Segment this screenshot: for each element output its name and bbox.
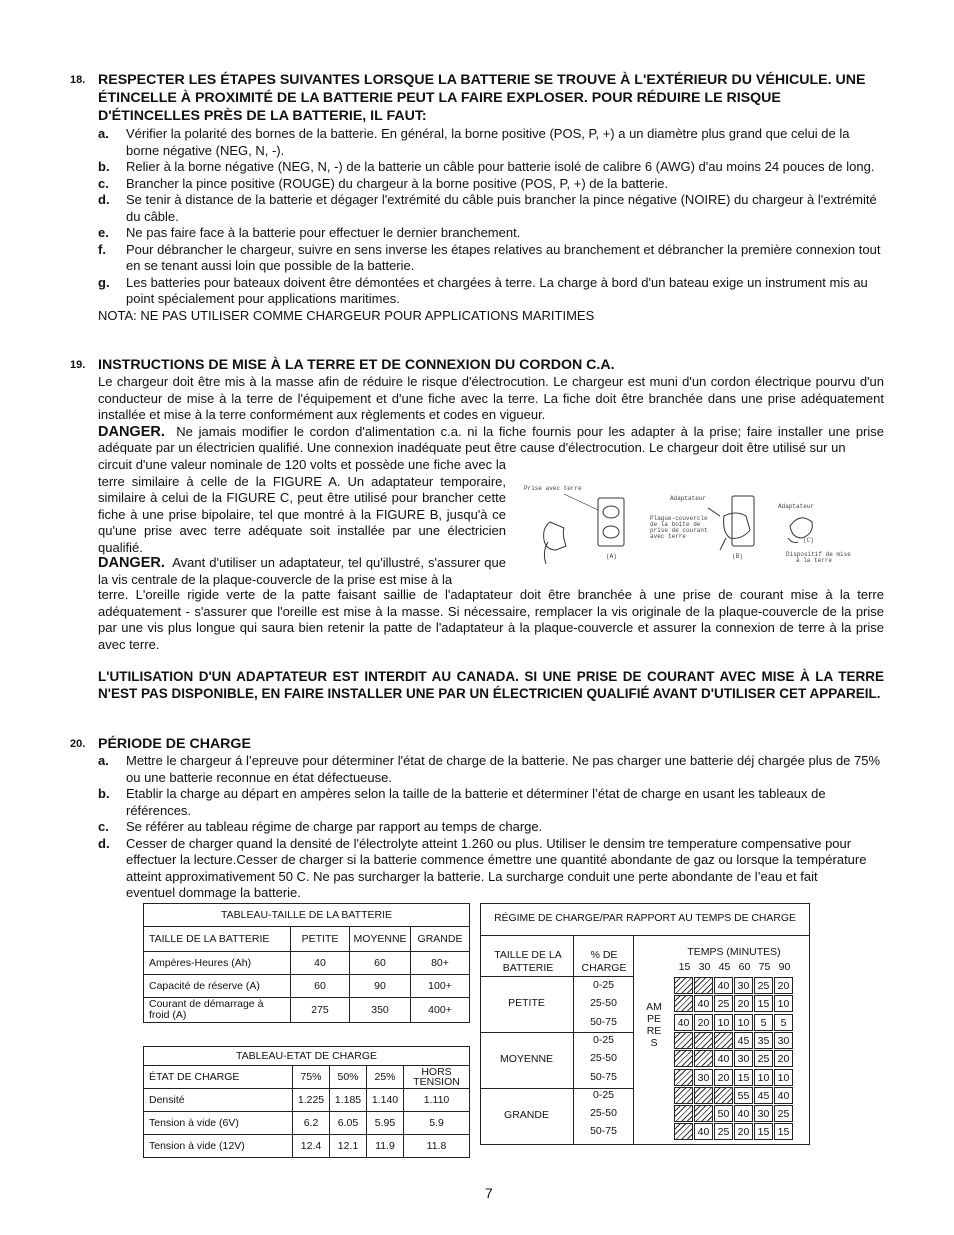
charge-percent: 25-50 [590, 997, 617, 1010]
ampere-value: 40 [714, 1050, 733, 1067]
ampere-value: 30 [774, 1032, 793, 1049]
ampere-value: 45 [754, 1087, 773, 1104]
list-item: a. Vérifier la polarité des bornes de la batterie. En général, la borne positive (POS, P, +) a un diamètre plus grand que celui de la borne négative (NEG, N, -). [98, 126, 850, 158]
header-time-minutes: TEMPS (MINUTES) [687, 946, 781, 958]
ampere-value: 30 [734, 977, 753, 994]
ampere-value: 15 [754, 1123, 773, 1140]
charge-percent: 50-75 [590, 1015, 617, 1028]
section-20-list [70, 753, 884, 902]
minutes-header: 60 [738, 961, 751, 973]
minutes-header: 75 [758, 961, 771, 973]
hatched-cell [674, 1105, 693, 1122]
section-18 [70, 71, 884, 324]
list-item: b. Etablir la charge au départ en ampères selon la taille de la batterie et déterminer l’état de charge en usant les tableaux de références. [98, 786, 826, 818]
section-number: 20. [70, 738, 86, 750]
svg-text:prise de courant: prise de courant [650, 527, 708, 534]
ampere-value: 40 [674, 1014, 693, 1031]
battery-size-label: MOYENNE [499, 1053, 554, 1065]
figure-label-adaptateur: Adaptateur [670, 495, 707, 502]
nota: NOTA: NE PAS UTILISER COMME CHARGEUR POUR APPLICATIONS MARITIMES [98, 307, 595, 323]
hatched-cell [694, 1105, 713, 1122]
ampere-value: 20 [734, 995, 753, 1012]
charge-percent: 25-50 [590, 1052, 617, 1065]
plug-figure [520, 482, 884, 574]
hatched-cell [714, 1087, 733, 1104]
ampere-value: 5 [754, 1014, 773, 1031]
list-item: d. Cesser de charger quand la densité de l'électrolyte atteint 1.260 ou plus. Utiliser le densim tre temperature compensative pour effectuer la lecture.Cesser de charger si la batterie commence émettre une quantité abondante de gaz ou lorsque la température atteint approximativement 50 C. Ne pas surcharger la batterie. La surcharge conduit une perte abondante de l’eau et fait eventuel dommage la batterie. [98, 835, 867, 900]
ampere-value: 40 [714, 977, 733, 994]
section-title: RESPECTER LES ÉTAPES SUIVANTES LORSQUE LA BATTERIE SE TROUVE À L'EXTÉRIEUR DU VÉHICULE. UNE ÉTINCELLE À PROXIMITÉ DE LA BATTERIE PEUT LA FAIRE EXPLOSER. POUR RÉDUIRE LE RISQUE D'ÉTINCELLES PRÈS DE LA BATTERIE, IL FAUT: [98, 72, 866, 124]
table-caption: TABLEAU-ETAT DE CHARGE [144, 1047, 470, 1066]
hatched-cell [674, 1087, 693, 1104]
ampere-value: 40 [694, 995, 713, 1012]
section-title: INSTRUCTIONS DE MISE À LA TERRE ET DE CONNEXION DU CORDON C.A. [98, 357, 615, 373]
section-18-list [70, 126, 884, 308]
ampere-value: 45 [734, 1032, 753, 1049]
table-header-row: TAILLE DE LA BATTERIE PETITE MOYENNE GRANDE [144, 927, 470, 952]
figure-label-adaptateur-c: Adaptateur [778, 503, 815, 510]
svg-text:à la terre: à la terre [796, 557, 833, 564]
list-item: b. Relier à la borne négative (NEG, N, -) de la batterie un câble pour batterie isolé de calibre 6 (AWG) d'au moins 24 pouces de long. [98, 159, 875, 174]
table-charge-state [143, 1046, 470, 1158]
ampere-value: 10 [774, 995, 793, 1012]
ampere-value: 20 [714, 1069, 733, 1086]
svg-text:avec terre: avec terre [650, 533, 687, 540]
figure-label-c: (C) [803, 537, 814, 544]
minutes-header: 90 [778, 961, 791, 973]
paragraph: Le chargeur doit être mis à la masse afin de réduire le risque d'électrocution. Le chargeur est muni d'un cordon électrique pourvu d'un conducteur de mise à la terre de l'équipement et d'une fiche avec la terre. La fiche doit être branchée dans une prise adéquatement installée et mise à la terre conformément aux règlements et codes en vigueur. [98, 374, 884, 422]
ampere-value: 15 [774, 1123, 793, 1140]
canada-warning: L'UTILISATION D'UN ADAPTATEUR EST INTERDIT AU CANADA. SI UNE PRISE DE COURANT AVEC MISE À LA TERRE N'EST PAS DISPONIBLE, EN FAIRE INSTALLER UNE PAR UN ÉLECTRICIEN QUALIFIÉ AVANT D'UTILISER CET APPAREIL. [98, 669, 884, 701]
table-caption: RÉGIME DE CHARGE/PAR RAPPORT AU TEMPS DE CHARGE [494, 913, 796, 924]
hatched-cell [674, 1032, 693, 1049]
ampere-value: 10 [774, 1069, 793, 1086]
table-row: Tension à vide (12V) 12.4 12.1 11.9 11.8 [144, 1135, 470, 1158]
figure-label-b: (B) [732, 553, 743, 560]
ampere-value: 20 [694, 1014, 713, 1031]
adapter-b-icon [724, 513, 750, 538]
paragraph-danger: DANGER. Ne jamais modifier le cordon d'alimentation c.a. ni la fiche fournis pour les adapter à la prise; faire installer une prise adéquate par un électricien qualifié. Une connexion inadéquate peut être cause d'électrocution. Le chargeur doit être utilisé sur un [98, 423, 884, 455]
adapter-c-icon [790, 518, 812, 538]
figure-label-a: (A) [606, 553, 617, 560]
ampere-value: 30 [694, 1069, 713, 1086]
paragraph: terre. L'oreille rigide verte de la patte faisant saillie de l'adaptateur doit être branchée à une prise de courant mise à la terre adéquatement - s'assurer que l'oreille est mise à la masse. Si nécessaire, remplacer la vis originale de la plaque-couvercle de la prise par une vis plus longue qui saura bien retenir la patte de l'adaptateur à la plaque-couvercle et assurer la connexion de terre à la prise avec terre. [98, 587, 884, 652]
ampere-value: 25 [774, 1105, 793, 1122]
ampere-value: 20 [774, 1050, 793, 1067]
charge-percent: 0-25 [592, 1088, 614, 1101]
ampere-value: 40 [734, 1105, 753, 1122]
charge-percent: 0-25 [592, 1033, 614, 1046]
section-number: 19. [70, 359, 86, 371]
outlet-a-icon [598, 498, 624, 546]
battery-size-label: PETITE [508, 997, 545, 1009]
hatched-cell [714, 1032, 733, 1049]
section-title: PÉRIODE DE CHARGE [98, 736, 251, 752]
section-20 [70, 735, 884, 902]
list-item: g. Les batteries pour bateaux doivent être démontées et chargées à terre. La charge à bord d'un bateau exige un instrument mis au point spécialement pour applications maritimes. [98, 274, 868, 306]
table-row: Capacité de réserve (A) 60 90 100+ [144, 975, 470, 998]
charge-percent: 50-75 [590, 1070, 617, 1083]
table-row: Courant de démarrage à froid (A) 275 350 400+ [144, 998, 470, 1023]
danger-label: DANGER. [98, 423, 165, 440]
table-header-row: ÉTAT DE CHARGE 75% 50% 25% HORS TENSION [144, 1066, 470, 1089]
list-item: c. Se référer au tableau régime de charge par rapport au temps de charge. [98, 819, 543, 834]
page-number: 7 [485, 1185, 493, 1201]
hatched-cell [674, 1123, 693, 1140]
plug-a-icon [544, 522, 566, 550]
list-item: c. Brancher la pince positive (ROUGE) du chargeur à la borne positive (POS, P, +) de la batterie. [98, 175, 669, 191]
list-item: d. Se tenir à distance de la batterie et dégager l'extrémité du câble puis brancher la pince négative (NOIRE) du chargeur à l'extrémité du câble. [98, 192, 877, 224]
hatched-cell [674, 977, 693, 994]
amperes-vertical-label: AMPERES [646, 1001, 662, 1049]
hatched-cell [674, 1050, 693, 1067]
table-battery-size [143, 903, 470, 1023]
section-number: 18. [70, 74, 86, 86]
list-item: a. Mettre le chargeur á l’epreuve pour déterminer l'état de charge de la batterie. Ne pas charger une batterie déj chargée plus de 75% ou une batterie reconnue en état défectueuse. [98, 753, 881, 785]
section-19 [70, 356, 884, 457]
table-row: Ampères-Heures (Ah) 40 60 80+ [144, 952, 470, 975]
ampere-value: 25 [754, 977, 773, 994]
hatched-cell [694, 977, 713, 994]
ampere-value: 20 [774, 977, 793, 994]
battery-size-label: GRANDE [504, 1109, 549, 1121]
list-item: e. Ne pas faire face à la batterie pour effectuer le dernier branchement. [98, 225, 521, 240]
figure-label-plaque: Plaque-couvercle [650, 515, 708, 522]
ampere-value: 25 [714, 1123, 733, 1140]
paragraph-danger-2: DANGER. Avant d'utiliser un adaptateur, tel qu'illustré, s'assurer que la vis centrale de la plaque-couvercle de la prise est mise à la [98, 555, 506, 587]
ampere-value: 30 [754, 1105, 773, 1122]
table-row: Densité 1.225 1.185 1.140 1.110 [144, 1089, 470, 1112]
ampere-value: 40 [694, 1123, 713, 1140]
hatched-cell [694, 1050, 713, 1067]
ampere-value: 10 [714, 1014, 733, 1031]
ampere-value: 15 [754, 995, 773, 1012]
ampere-value: 25 [754, 1050, 773, 1067]
figure-label-dispositif: Dispositif de mise [786, 551, 851, 558]
table-row: Tension à vide (6V) 6.2 6.05 5.95 5.9 [144, 1112, 470, 1135]
header-charge-percent: % DE CHARGE [581, 949, 627, 974]
minutes-header: 15 [678, 961, 691, 973]
table-caption: TABLEAU-TAILLE DE LA BATTERIE [144, 904, 470, 927]
charge-percent: 0-25 [592, 979, 614, 991]
figure-label-prise: Prise avec terre [524, 485, 582, 492]
hatched-cell [694, 1087, 713, 1104]
ampere-value: 10 [754, 1069, 773, 1086]
ampere-value: 55 [734, 1087, 753, 1104]
ampere-value: 40 [774, 1087, 793, 1104]
ampere-value: 50 [714, 1105, 733, 1122]
paragraph-figure-wrap: circuit d'une valeur nominale de 120 volts et possède une fiche avec la terre similaire à celle de la FIGURE A. Un adaptateur temporaire, similaire à celui de la FIGURE C, peut être utilisé pour brancher cette fiche à une prise bipolaire, tel que montré à la FIGURE B, jusqu'à ce qu'une prise avec terre adéquate soit installée par une électricien qualifié. [98, 457, 506, 555]
svg-text:de la boîte de: de la boîte de [650, 521, 701, 528]
ampere-value: 20 [734, 1123, 753, 1140]
charge-percent: 25-50 [590, 1107, 617, 1120]
ampere-value: 15 [734, 1069, 753, 1086]
header-battery-size: TAILLE DE LA BATTERIE [494, 949, 562, 974]
ampere-value: 10 [734, 1014, 753, 1031]
ampere-value: 5 [774, 1014, 793, 1031]
charge-percent: 50-75 [590, 1125, 617, 1138]
minutes-header: 30 [698, 961, 711, 973]
list-item: f. Pour débrancher le chargeur, suivre en sens inverse les étapes relatives au branchement et débrancher la première connexion tout en se tenant aussi loin que possible de la batterie. [98, 241, 881, 273]
hatched-cell [674, 995, 693, 1012]
ampere-value: 35 [754, 1032, 773, 1049]
hatched-cell [694, 1032, 713, 1049]
ampere-value: 25 [714, 995, 733, 1012]
ampere-value: 30 [734, 1050, 753, 1067]
minutes-header: 45 [718, 961, 731, 973]
hatched-cell [674, 1069, 693, 1086]
